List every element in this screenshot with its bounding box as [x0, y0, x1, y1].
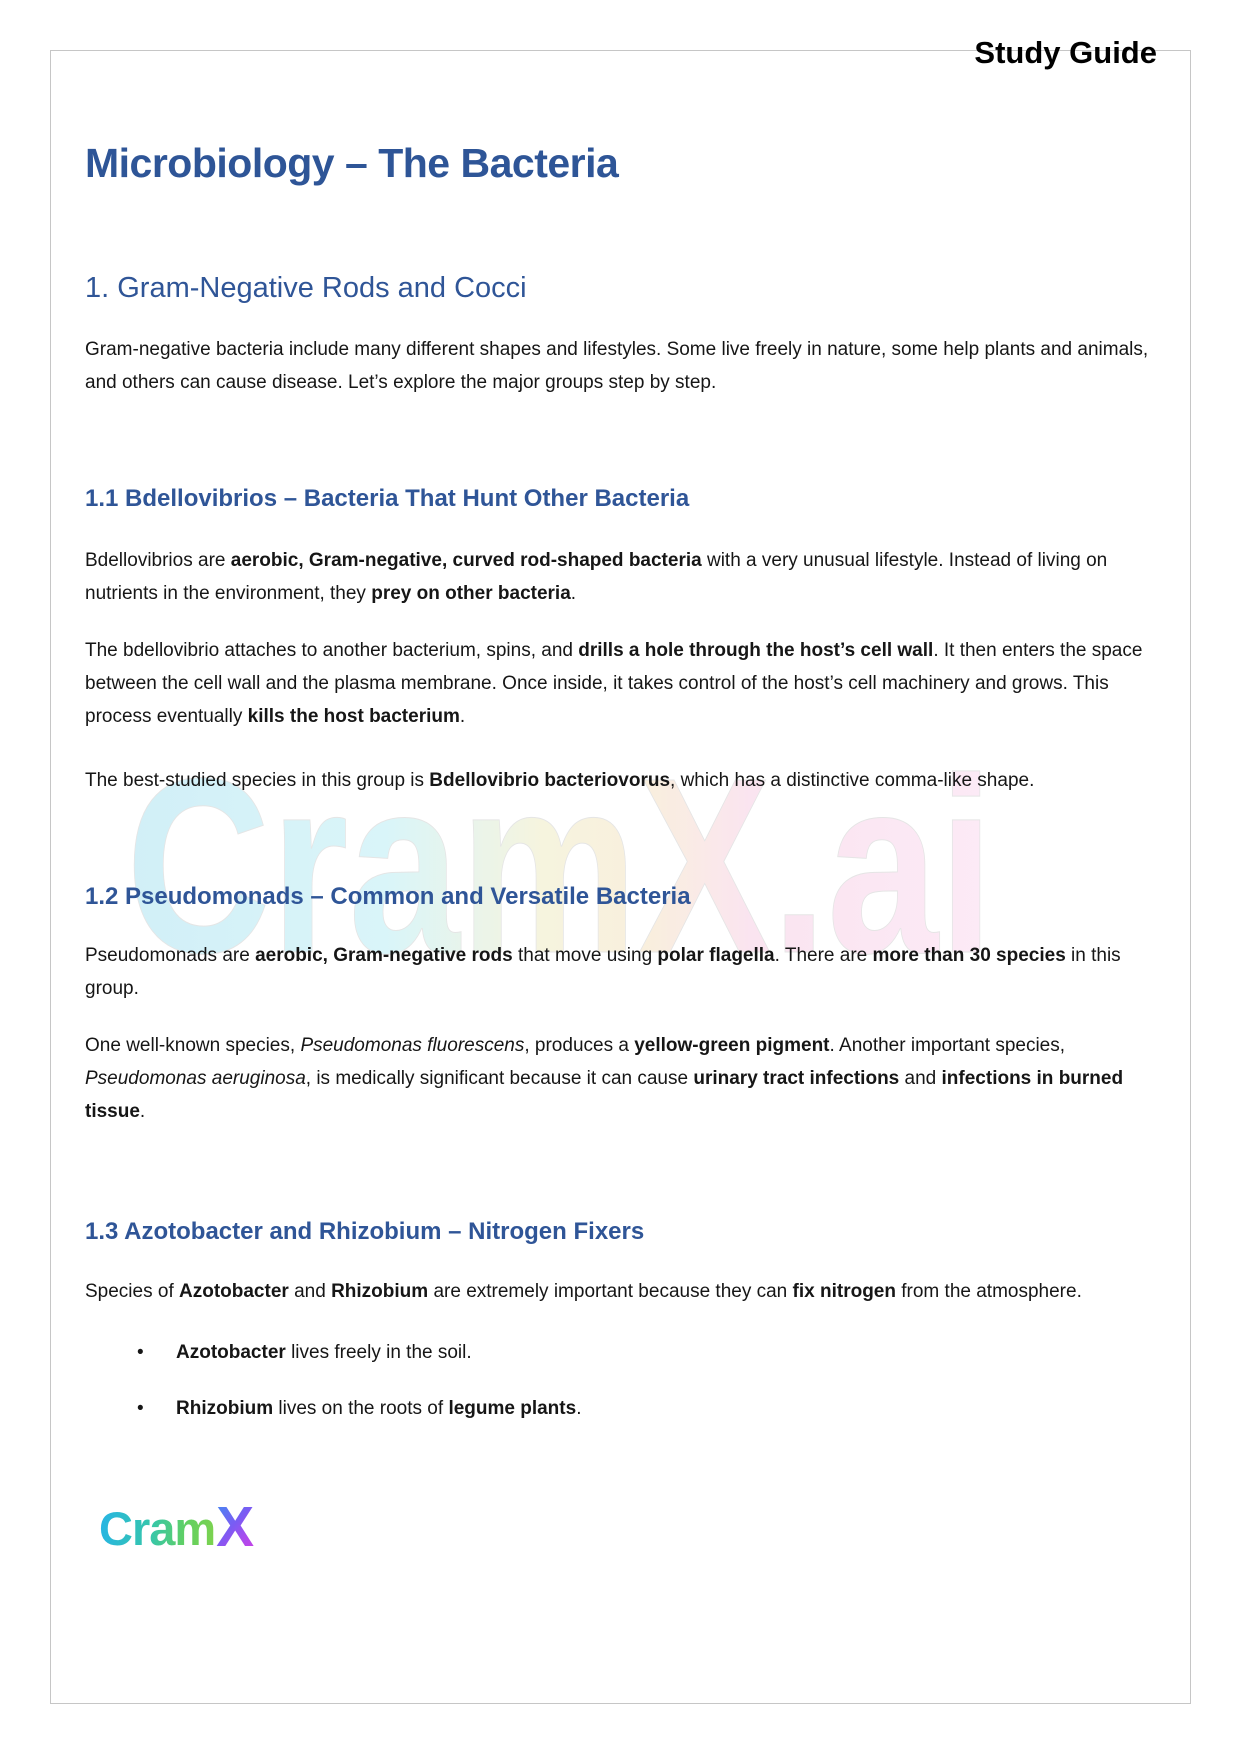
- document-type-label: Study Guide: [974, 35, 1157, 70]
- bullet-text: Azotobacter lives freely in the soil.: [176, 1342, 472, 1363]
- subsection-1-3-heading: 1.3 Azotobacter and Rhizobium – Nitrogen Fixers: [85, 1218, 645, 1245]
- cramx-logo-cram: Cram: [99, 1502, 216, 1555]
- bullet-text: Rhizobium lives on the roots of legume plants.: [176, 1398, 582, 1419]
- section-heading: 1. Gram-Negative Rods and Cocci: [85, 272, 527, 304]
- paragraph: The bdellovibrio attaches to another bacterium, spins, and drills a hole through the host’s cell wall. It then enters the space between the cell wall and the plasma membrane. Once inside, it takes control of the host’s cell machinery and grows. This process eventually kills the host bacterium.: [85, 640, 1143, 727]
- subsection-1-2-heading: 1.2 Pseudomonads – Common and Versatile Bacteria: [85, 883, 691, 910]
- watermark-text: CramX.ai: [126, 726, 994, 980]
- paragraph: Species of Azotobacter and Rhizobium are extremely important because they can fix nitrogen from the atmosphere.: [85, 1281, 1082, 1302]
- subsection-1-1-heading: 1.1 Bdellovibrios – Bacteria That Hunt Other Bacteria: [85, 485, 690, 512]
- paragraph: Bdellovibrios are aerobic, Gram-negative, curved rod-shaped bacteria with a very unusual lifestyle. Instead of living on nutrients in the environment, they prey on other bacteria.: [85, 550, 1108, 604]
- section-intro-paragraph: Gram-negative bacteria include many different shapes and lifestyles. Some live freely in nature, some help plants and animals, and others can cause disease. Let’s explore the major groups step by step.: [85, 339, 1149, 393]
- paragraph: The best-studied species in this group is Bdellovibrio bacteriovorus, which has a distinctive comma-like shape.: [85, 770, 1035, 791]
- paragraph: Pseudomonads are aerobic, Gram-negative rods that move using polar flagella. There are more than 30 species in this group.: [85, 945, 1121, 999]
- bullet-marker: •: [137, 1398, 144, 1419]
- cramx-logo: [99, 1495, 1157, 1559]
- bullet-marker: •: [137, 1342, 144, 1363]
- bullet-item: [85, 1392, 1157, 1425]
- cramx-logo-x: X: [216, 1495, 255, 1559]
- page-title: Microbiology – The Bacteria: [85, 140, 619, 186]
- paragraph: One well-known species, Pseudomonas fluorescens, produces a yellow-green pigment. Another important species, Pseudomonas aeruginosa, is medically significant because it can cause urinary tract infections and infections in burned tissue.: [85, 1035, 1124, 1122]
- bullet-item: [85, 1336, 1157, 1369]
